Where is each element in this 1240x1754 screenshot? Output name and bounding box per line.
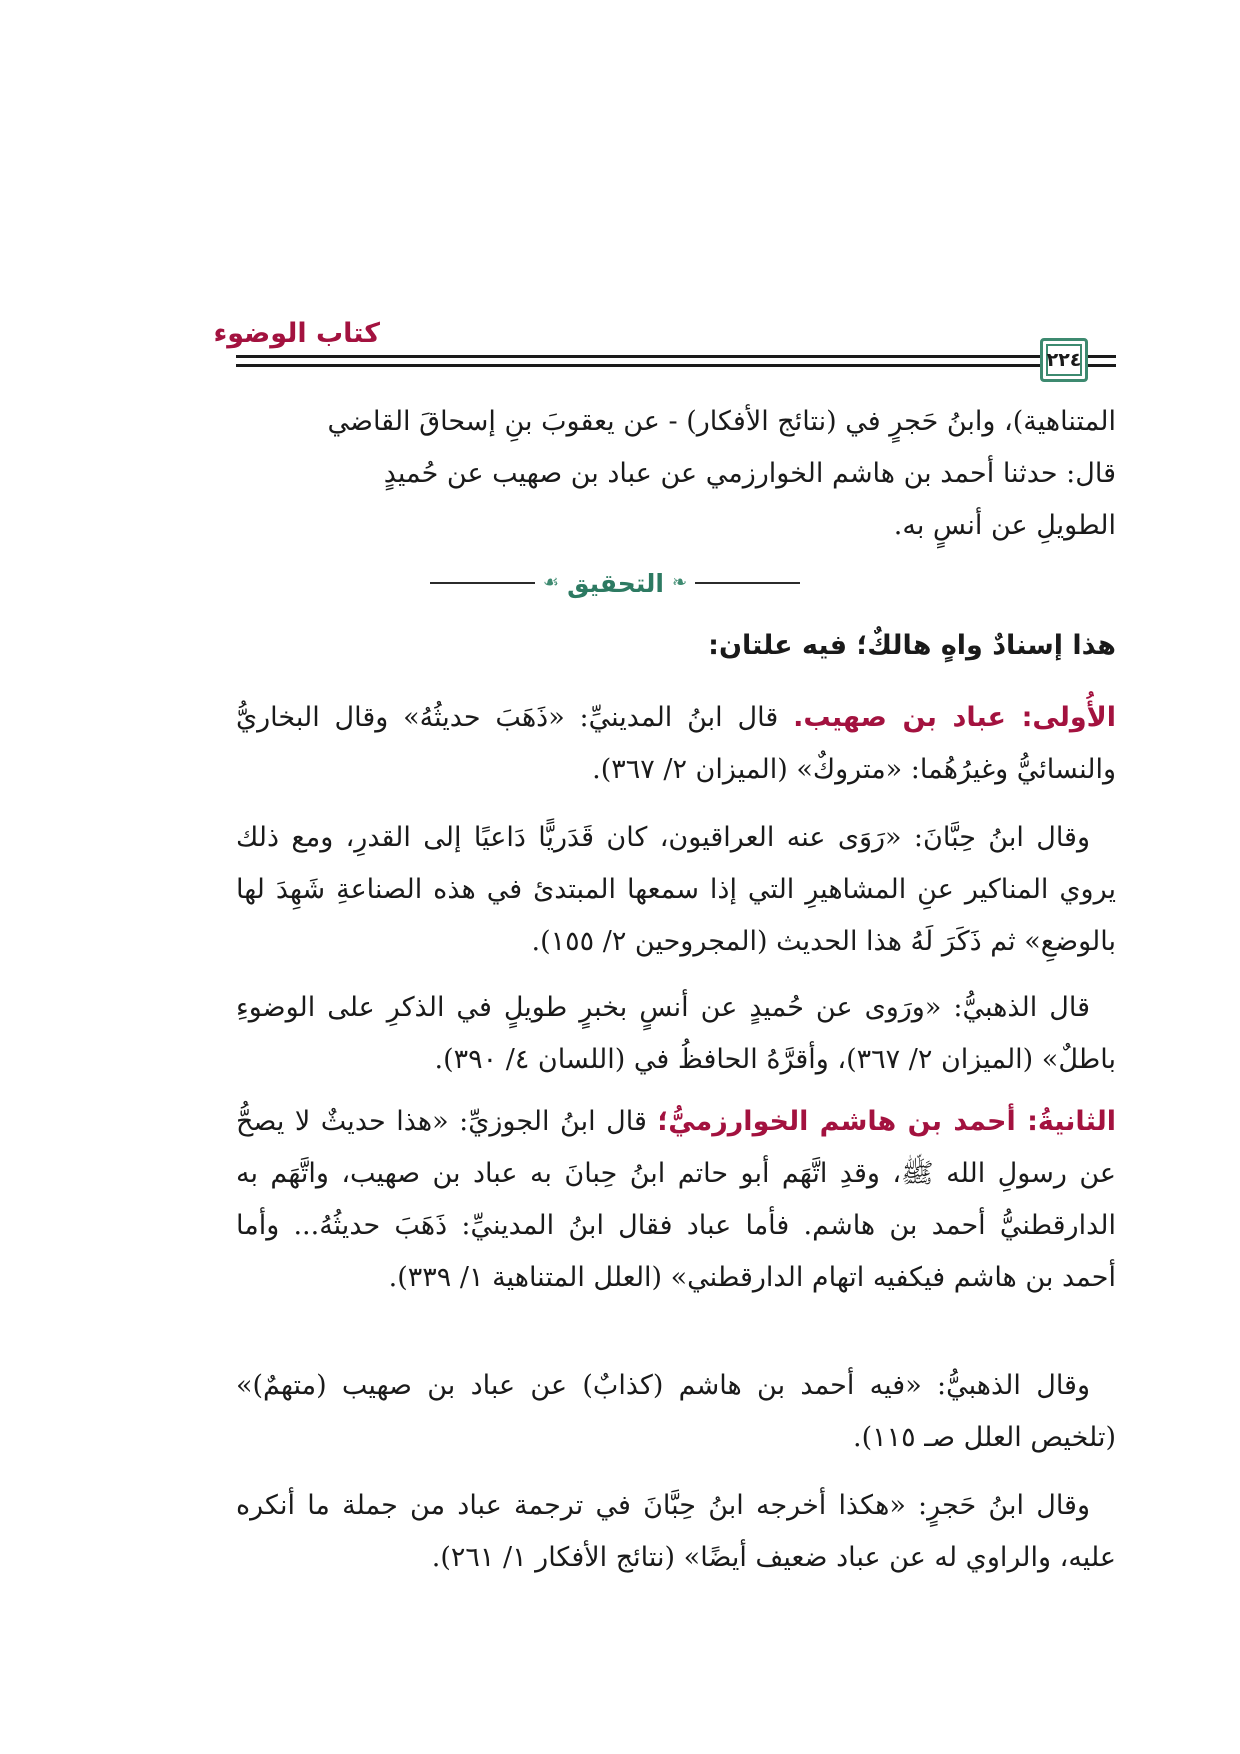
second-defect-text: قال ابنُ الجوزيِّ: «هذا حديثٌ لا يصحُّ عن رسولِ الله ﷺ، وقدِ اتَّهَم أبو حاتم ابنُ حِبانَ به عباد بن صهيب، واتَّهَم به الدارقطنيُّ أحمد بن هاشم. فأما عباد فقال ابنُ المدينيِّ: ذَهَبَ حديثُهُ... وأما أحمد بن هاشم فيكفيه اتهام الدارقطني» (العلل المتناهية ١/ ٣٣٩). xyxy=(236,1106,1116,1293)
first-defect-text: قال ابنُ المدينيِّ: «ذَهَبَ حديثُهُ» وقال البخاريُّ والنسائيُّ وغيرُهُما: «متروكٌ» (الميزان ٢/ ٣٦٧). xyxy=(236,702,1116,785)
header-rule-bottom xyxy=(236,364,1042,367)
ornament-icon: ❧ xyxy=(671,572,688,593)
running-title: كتاب الوضوء xyxy=(213,318,380,349)
section-divider xyxy=(430,568,800,598)
second-defect-label: الثانيةُ: أحمد بن هاشم الخوارزميُّ؛ xyxy=(657,1106,1116,1137)
dhahabi-paragraph-2: وقال الذهبيُّ: «فيه أحمد بن هاشم (كذابٌ) عن عباد بن صهيب (متهمٌ)» (تلخيص العلل صـ ١١٥). xyxy=(236,1370,1116,1453)
first-defect-label: الأُولى: عباد بن صهيب. xyxy=(793,702,1117,733)
section-title: التحقيق xyxy=(567,568,664,598)
header-rule-top xyxy=(236,355,1042,358)
first-defect-paragraph xyxy=(236,692,1116,796)
divider-line-right xyxy=(695,582,800,584)
header-rule-right-bottom xyxy=(1086,364,1116,367)
intro-line-1: المتناهية)، وابنُ حَجرٍ في (نتائج الأفكار) - عن يعقوبَ بنِ إسحاقَ القاضي xyxy=(327,406,1116,437)
ibn-hajar-paragraph: وقال ابنُ حَجرٍ: «هكذا أخرجه ابنُ حِبَّانَ في ترجمة عباد من جملة ما أنكره عليه، والراوي له عن عباد ضعيف أيضًا» (نتائج الأفكار ١/ ٢٦١). xyxy=(236,1490,1116,1573)
divider-line-left xyxy=(430,582,535,584)
ornament-icon: ☙ xyxy=(542,572,560,593)
intro-line-3: الطويلِ عن أنسٍ به. xyxy=(893,510,1116,541)
dhahabi-paragraph-1: قال الذهبيُّ: «ورَوى عن حُميدٍ عن أنسٍ بخبرٍ طويلٍ في الذكرِ على الوضوءِ باطلٌ» (الميزان ٢/ ٣٦٧)، وأقرَّهُ الحافظُ في (اللسان ٤/ ٣٩٠). xyxy=(236,992,1116,1075)
ibn-hibban-paragraph: وقال ابنُ حِبَّانَ: «رَوَى عنه العراقيون، كان قَدَريًّا دَاعيًا إلى القدرِ، ومع ذلك يروي المناكير عنِ المشاهيرِ التي إذا سمعها المبتدئ في هذه الصناعةِ شَهِدَ لها بالوضعِ» ثم ذَكَرَ لَهُ هذا الحديث (المجروحين ٢/ ١٥٥). xyxy=(236,822,1116,957)
page-number: ٢٢٤ xyxy=(1040,338,1088,382)
second-defect-paragraph xyxy=(236,1096,1116,1304)
header-rule-right-top xyxy=(1086,355,1116,358)
verdict-heading: هذا إسنادٌ واهٍ هالكٌ؛ فيه علتان: xyxy=(708,630,1116,661)
intro-paragraph xyxy=(236,396,1116,552)
intro-line-2: قال: حدثنا أحمد بن هاشم الخوارزمي عن عباد بن صهيب عن حُميدٍ xyxy=(383,458,1116,489)
